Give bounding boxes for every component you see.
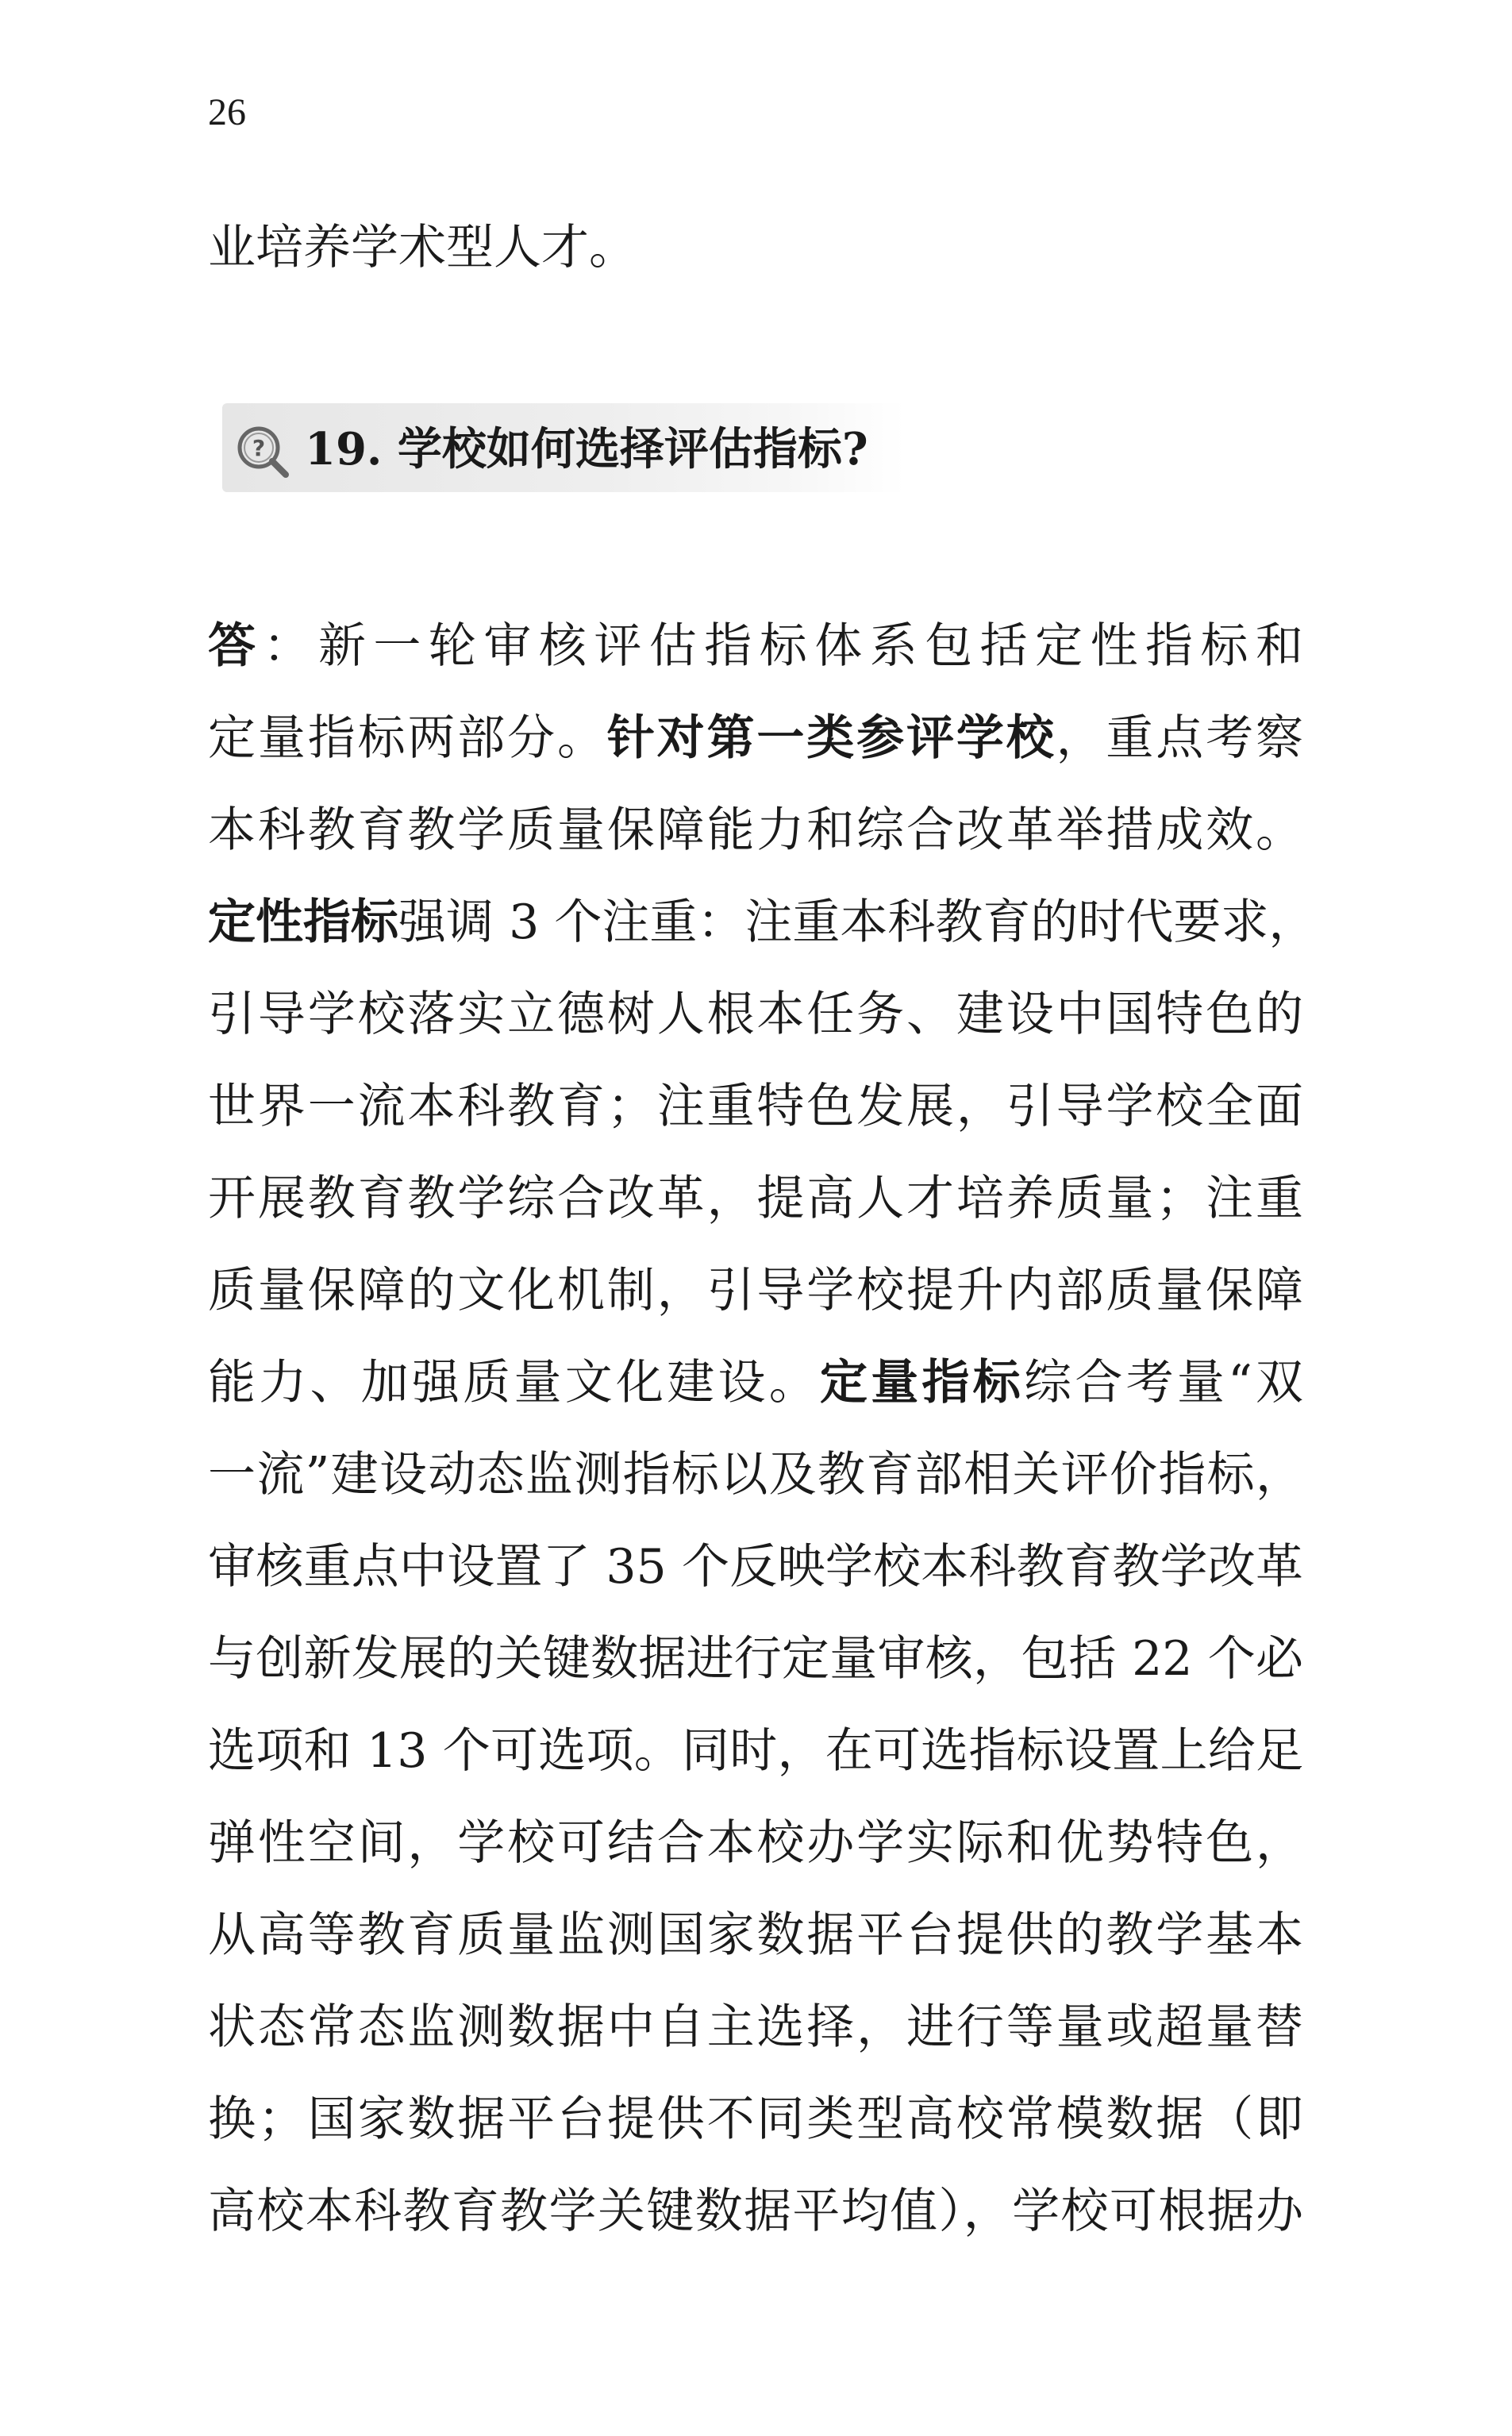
body-line	[208, 692, 1303, 784]
bold-term: 定量指标	[820, 1355, 1025, 1410]
text-segment: 一流”建设动态监测指标以及教育部相关评价指标，	[208, 1447, 1303, 1503]
body-line	[208, 1521, 1303, 1613]
body-line	[208, 1705, 1303, 1797]
text-segment: 质量保障的文化机制，引导学校提升内部质量保障	[208, 1263, 1303, 1318]
body-line	[208, 784, 1303, 876]
answer-paragraph	[208, 600, 1317, 2257]
body-line	[208, 1613, 1303, 1705]
text-segment: 引导学校落实立德树人根本任务、建设中国特色的	[208, 987, 1303, 1042]
text-segment: 强调 3 个注重：注重本科教育的时代要求，	[398, 895, 1317, 950]
body-line	[208, 1889, 1303, 1981]
body-line	[208, 2073, 1303, 2165]
question-title: 19. 学校如何选择评估指标?	[305, 423, 868, 475]
text-segment: 高校本科教育教学关键数据平均值），学校可根据办	[208, 2184, 1303, 2239]
body-line	[208, 1245, 1303, 1337]
body-line	[208, 2165, 1303, 2257]
text-segment: 开展教育教学综合改革，提高人才培养质量；注重	[208, 1171, 1303, 1226]
question-heading-bar	[222, 403, 905, 492]
text-segment: 能力、加强质量文化建设。	[208, 1355, 821, 1410]
text-segment: 综合考量“双	[1024, 1355, 1304, 1410]
text-segment: 选项和 13 个可选项。同时，在可选指标设置上给足	[208, 1723, 1303, 1779]
body-line	[208, 876, 1317, 968]
body-line	[208, 1060, 1303, 1153]
continuation-line: 业培养学术型人才。	[208, 220, 637, 275]
text-segment: 本科教育教学质量保障能力和综合改革举措成效。	[208, 802, 1303, 858]
body-line	[208, 1797, 1303, 1889]
body-line	[208, 968, 1303, 1060]
text-segment: 换；国家数据平台提供不同类型高校常模数据（即	[208, 2092, 1303, 2147]
text-segment: 审核重点中设置了 35 个反映学校本科教育教学改革	[208, 1539, 1303, 1595]
svg-text:?: ?	[252, 435, 266, 461]
body-line	[208, 1429, 1303, 1521]
body-line	[208, 1337, 1303, 1429]
text-segment: ，重点考察	[1056, 710, 1304, 766]
bold-term: 定性指标	[208, 895, 398, 950]
text-segment: 世界一流本科教育；注重特色发展，引导学校全面	[208, 1079, 1303, 1134]
body-line	[208, 1153, 1303, 1245]
text-segment: 定量指标两部分。	[208, 710, 607, 766]
text-segment: ：新一轮审核评估指标体系包括定性指标和	[263, 618, 1304, 674]
body-line	[208, 600, 1303, 692]
question-magnifier-icon	[233, 422, 290, 479]
text-segment: 从高等教育质量监测国家数据平台提供的教学基本	[208, 1907, 1303, 1963]
bold-term: 针对第一类参评学校	[606, 710, 1056, 766]
page-number: 26	[208, 91, 246, 133]
text-segment: 与创新发展的关键数据进行定量审核，包括 22 个必	[208, 1631, 1303, 1687]
bold-term: 答	[208, 618, 264, 674]
text-segment: 状态常态监测数据中自主选择，进行等量或超量替	[208, 1999, 1303, 2055]
body-line	[208, 1981, 1303, 2073]
text-segment: 弹性空间，学校可结合本校办学实际和优势特色，	[208, 1815, 1303, 1871]
